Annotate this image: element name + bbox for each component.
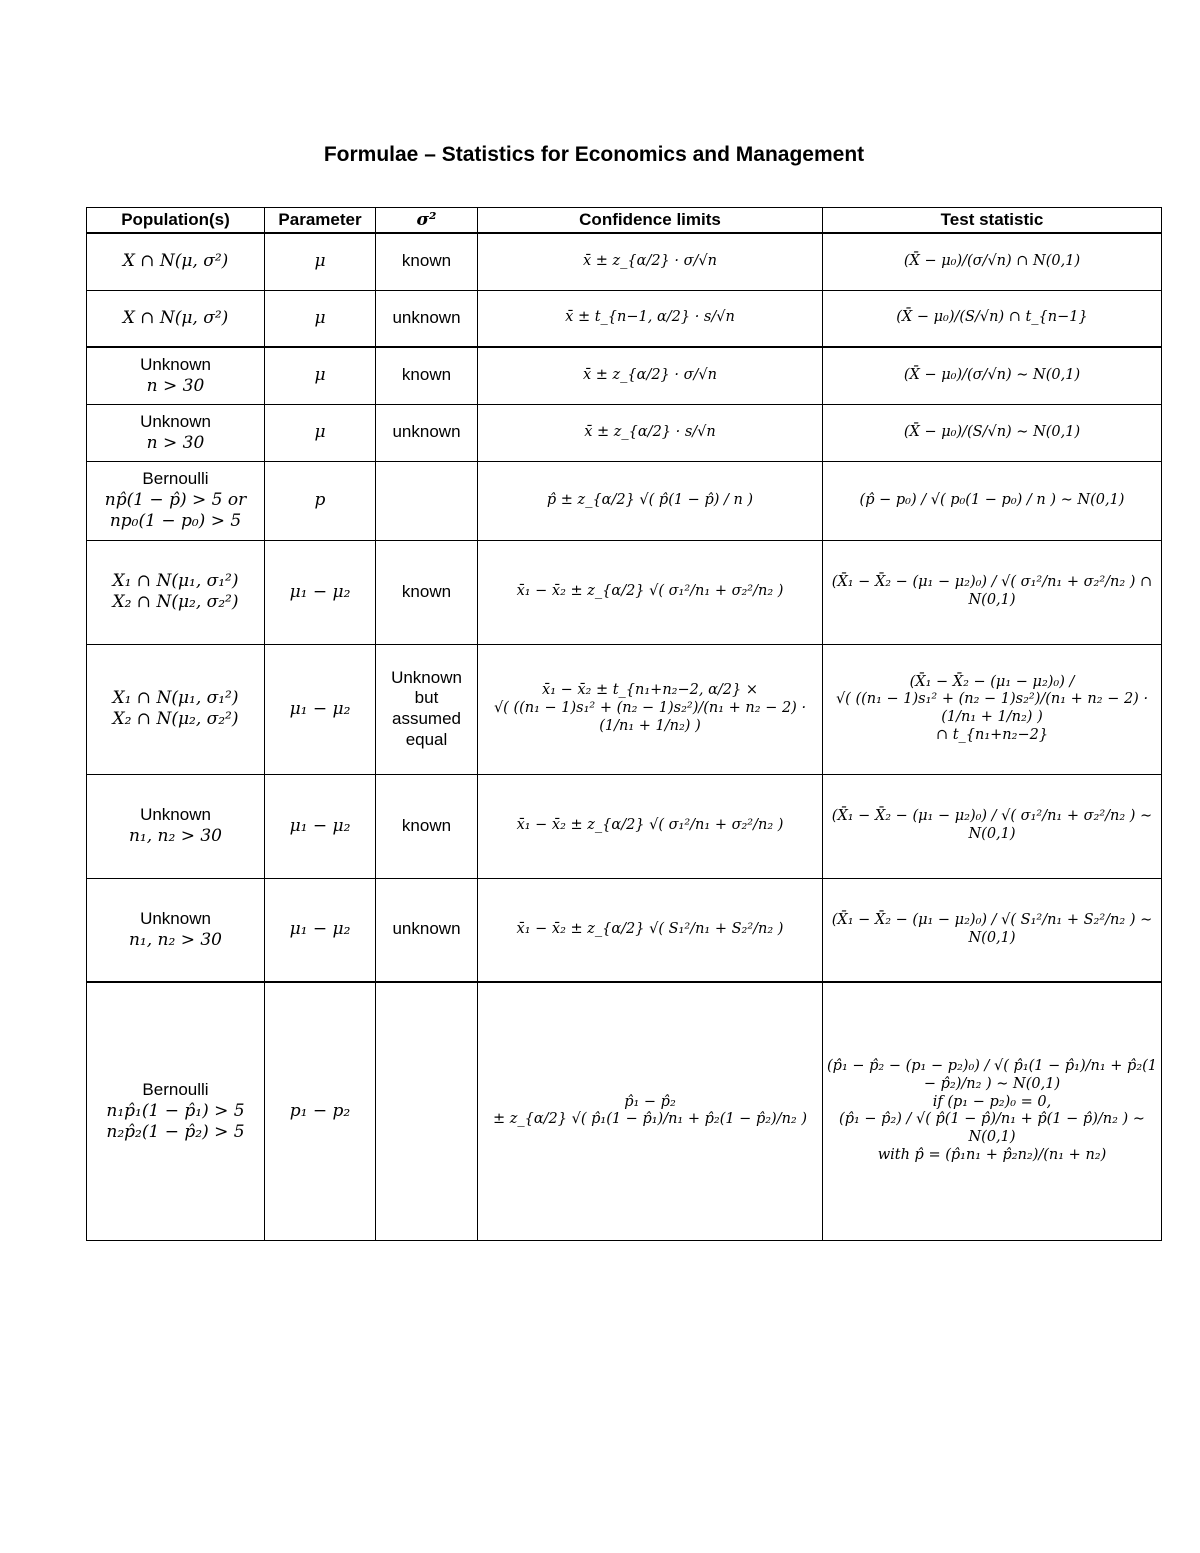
confidence-limits-cell (478, 290, 823, 347)
test-statistic-cell-line: (X̄ − μ₀)/(σ/√n) ∼ N(0,1) (903, 366, 1081, 383)
sigma-squared-cell (376, 461, 478, 540)
sigma-squared-cell-line: unknown (392, 422, 461, 442)
test-statistic-cell (823, 540, 1162, 644)
population-cell (87, 774, 265, 878)
confidence-limits-cell-line: x̄ ± z_{α/2} · σ/√n (583, 366, 717, 383)
confidence-limits-cell-line: x̄₁ − x̄₂ ± z_{α/2} √( S₁²/n₁ + S₂²/n₂ ) (516, 920, 784, 937)
parameter-cell-value: μ (314, 365, 326, 386)
population-cell-line: X₁ ∩ N(μ₁, σ₁²) (112, 571, 239, 592)
population-cell (87, 540, 265, 644)
table-row (87, 461, 1162, 540)
table-row (87, 644, 1162, 774)
confidence-limits-cell-line: ± z_{α/2} √( p̂₁(1 − p̂₁)/n₁ + p̂₂(1 − p̂₂)/n₂ ) (492, 1111, 807, 1128)
confidence-limits-cell (478, 982, 823, 1240)
parameter-cell (265, 404, 376, 461)
confidence-limits-cell-line: x̄₁ − x̄₂ ± z_{α/2} √( σ₁²/n₁ + σ₂²/n₂ ) (516, 817, 784, 834)
sigma-squared-cell (376, 982, 478, 1240)
test-statistic-cell (823, 878, 1162, 982)
confidence-limits-cell (478, 774, 823, 878)
parameter-cell-value: μ₁ − μ₂ (289, 581, 351, 602)
table-row (87, 774, 1162, 878)
test-statistic-cell (823, 461, 1162, 540)
population-cell-line: X₂ ∩ N(μ₂, σ₂²) (112, 709, 239, 729)
population-cell-line: n > 30 (146, 375, 205, 396)
test-statistic-cell-line: (p̂₁ − p̂₂) / √( p̂(1 − p̂)/n₁ + p̂(1 − p̂)/n₂ ) ∼ N(0,1) (839, 1111, 1145, 1145)
sigma-squared-cell-line: known (401, 251, 452, 271)
parameter-cell-value: p (314, 490, 326, 511)
test-statistic-cell-line: (p̂₁ − p̂₂ − (p₁ − p₂)₀) / √( p̂₁(1 − p̂₁)/n₁ + p̂₂(1 − p̂₂)/n₂ ) ∼ N(0,1) (827, 1058, 1158, 1092)
parameter-cell-value: μ₁ − μ₂ (289, 698, 351, 719)
table-row (87, 290, 1162, 347)
population-cell (87, 347, 265, 404)
parameter-cell (265, 233, 376, 290)
population-cell-line: n > 30 (146, 432, 205, 453)
sigma-squared-cell-line: equal (405, 729, 448, 749)
population-cell (87, 290, 265, 347)
parameter-cell-value: p₁ − p₂ (289, 1100, 351, 1121)
population-cell (87, 982, 265, 1240)
population-cell (87, 644, 265, 774)
parameter-cell (265, 461, 376, 540)
population-cell (87, 878, 265, 982)
parameter-cell-value: μ₁ − μ₂ (289, 815, 351, 836)
header-test-statistic: Test statistic (823, 208, 1162, 234)
population-cell-line: Unknown (140, 805, 211, 825)
test-statistic-cell (823, 982, 1162, 1240)
population-cell-line: X ∩ N(μ, σ²) (122, 251, 229, 272)
sigma-squared-cell (376, 290, 478, 347)
table-row (87, 878, 1162, 982)
test-statistic-cell-line: (X̄₁ − X̄₂ − (μ₁ − μ₂)₀) / √( S₁²/n₁ + S₂²/n₂ ) ∼ N(0,1) (831, 912, 1153, 946)
test-statistic-cell-line: √( ((n₁ − 1)s₁² + (n₂ − 1)s₂²)/(n₁ + n₂ − 2) · (1/n₁ + 1/n₂) ) (835, 691, 1149, 725)
parameter-cell (265, 290, 376, 347)
header-row (87, 208, 1162, 234)
confidence-limits-cell-line: p̂₁ − p̂₂ (624, 1093, 676, 1110)
population-cell-line: Unknown (140, 909, 211, 929)
table-row (87, 540, 1162, 644)
parameter-cell (265, 347, 376, 404)
table-row (87, 347, 1162, 404)
confidence-limits-cell-line: x̄ ± z_{α/2} · σ/√n (583, 252, 717, 269)
population-cell (87, 404, 265, 461)
sigma-squared-cell-line: unknown (392, 919, 461, 939)
sigma-squared-cell-line: but (414, 688, 439, 708)
population-cell-line: n₁, n₂ > 30 (128, 826, 223, 846)
table-row (87, 982, 1162, 1240)
header-parameter: Parameter (265, 208, 376, 234)
population-cell-line: X₂ ∩ N(μ₂, σ₂²) (112, 592, 239, 612)
sigma-squared-cell-line: known (401, 815, 452, 835)
parameter-cell-value: μ (314, 422, 326, 443)
page-title: Formulae – Statistics for Economics and Management (323, 143, 865, 166)
population-cell-line: Unknown (140, 411, 211, 431)
confidence-limits-cell (478, 878, 823, 982)
confidence-limits-cell-line: x̄ ± z_{α/2} · s/√n (584, 423, 716, 440)
population-cell-line: n₂p̂₂(1 − p̂₂) > 5 (106, 1121, 245, 1142)
confidence-limits-cell-line: x̄₁ − x̄₂ ± t_{n₁+n₂−2, α/2} × (542, 682, 758, 699)
population-cell-line: Bernoulli (142, 469, 209, 489)
sigma-squared-cell-line: unknown (392, 307, 461, 327)
test-statistic-cell (823, 233, 1162, 290)
sigma-squared-cell (376, 540, 478, 644)
sigma-squared-cell (376, 347, 478, 404)
confidence-limits-cell (478, 233, 823, 290)
population-cell-line: np₀(1 − p₀) > 5 (109, 510, 242, 531)
header-sigma-squared: σ² (376, 208, 478, 234)
test-statistic-cell (823, 347, 1162, 404)
sigma-squared-cell-line: Unknown (391, 667, 462, 687)
population-cell-line: np̂(1 − p̂) > 5 or (104, 490, 247, 511)
header-population: Population(s) (87, 208, 265, 234)
test-statistic-cell-line: (X̄ − μ₀)/(σ/√n) ∩ N(0,1) (903, 252, 1081, 269)
sigma-squared-cell (376, 233, 478, 290)
confidence-limits-cell (478, 461, 823, 540)
test-statistic-cell-line: (X̄₁ − X̄₂ − (μ₁ − μ₂)₀) / (909, 673, 1075, 690)
table-row (87, 233, 1162, 290)
parameter-cell-value: μ (314, 251, 326, 272)
test-statistic-cell-line: (X̄ − μ₀)/(S/√n) ∩ t_{n−1} (896, 309, 1088, 326)
parameter-cell (265, 774, 376, 878)
sigma-squared-cell (376, 404, 478, 461)
sigma-squared-cell-line: known (401, 365, 452, 385)
test-statistic-cell-line: with p̂ = (p̂₁n₁ + p̂₂n₂)/(n₁ + n₂) (877, 1146, 1107, 1163)
population-cell-line: Bernoulli (142, 1080, 209, 1100)
confidence-limits-cell-line: x̄ ± t_{n−1, α/2} · s/√n (565, 309, 735, 326)
test-statistic-cell (823, 644, 1162, 774)
test-statistic-cell (823, 290, 1162, 347)
test-statistic-cell-line: if (p₁ − p₂)₀ = 0, (932, 1093, 1052, 1110)
parameter-cell (265, 540, 376, 644)
sigma-squared-cell (376, 878, 478, 982)
confidence-limits-cell-line: √( ((n₁ − 1)s₁² + (n₂ − 1)s₂²)/(n₁ + n₂ − 2) · (1/n₁ + 1/n₂) ) (493, 700, 807, 734)
confidence-limits-cell-line: p̂ ± z_{α/2} √( p̂(1 − p̂) / n ) (546, 491, 754, 508)
parameter-cell-value: μ (314, 307, 326, 328)
test-statistic-cell-line: (X̄₁ − X̄₂ − (μ₁ − μ₂)₀) / √( σ₁²/n₁ + σ₂²/n₂ ) ∼ N(0,1) (831, 808, 1153, 842)
population-cell-line: n₁, n₂ > 30 (128, 929, 223, 950)
population-cell-line: Unknown (140, 355, 211, 375)
sigma-squared-cell-line: known (401, 581, 452, 601)
table-row (87, 404, 1162, 461)
sigma-squared-cell-line: assumed (392, 709, 461, 728)
population-cell-line: X ∩ N(μ, σ²) (122, 307, 229, 328)
confidence-limits-cell (478, 540, 823, 644)
parameter-cell (265, 982, 376, 1240)
population-cell (87, 233, 265, 290)
confidence-limits-cell-line: x̄₁ − x̄₂ ± z_{α/2} √( σ₁²/n₁ + σ₂²/n₂ ) (516, 583, 784, 600)
formulae-table (86, 207, 1162, 1241)
sigma-squared-cell (376, 644, 478, 774)
test-statistic-cell (823, 404, 1162, 461)
sigma-squared-cell (376, 774, 478, 878)
parameter-cell (265, 878, 376, 982)
parameter-cell (265, 644, 376, 774)
confidence-limits-cell (478, 404, 823, 461)
header-confidence-limits: Confidence limits (478, 208, 823, 234)
population-cell-line: X₁ ∩ N(μ₁, σ₁²) (112, 688, 239, 709)
test-statistic-cell (823, 774, 1162, 878)
test-statistic-cell-line: (X̄₁ − X̄₂ − (μ₁ − μ₂)₀) / √( σ₁²/n₁ + σ₂²/n₂ ) ∩ N(0,1) (831, 574, 1153, 608)
confidence-limits-cell (478, 347, 823, 404)
test-statistic-cell-line: (p̂ − p₀) / √( p₀(1 − p₀) / n ) ∼ N(0,1) (859, 491, 1125, 508)
parameter-cell-value: μ₁ − μ₂ (289, 919, 351, 940)
population-cell-line: n₁p̂₁(1 − p̂₁) > 5 (106, 1100, 245, 1121)
confidence-limits-cell (478, 644, 823, 774)
test-statistic-cell-line: (X̄ − μ₀)/(S/√n) ∼ N(0,1) (903, 423, 1081, 440)
population-cell (87, 461, 265, 540)
test-statistic-cell-line: ∩ t_{n₁+n₂−2} (935, 726, 1049, 743)
